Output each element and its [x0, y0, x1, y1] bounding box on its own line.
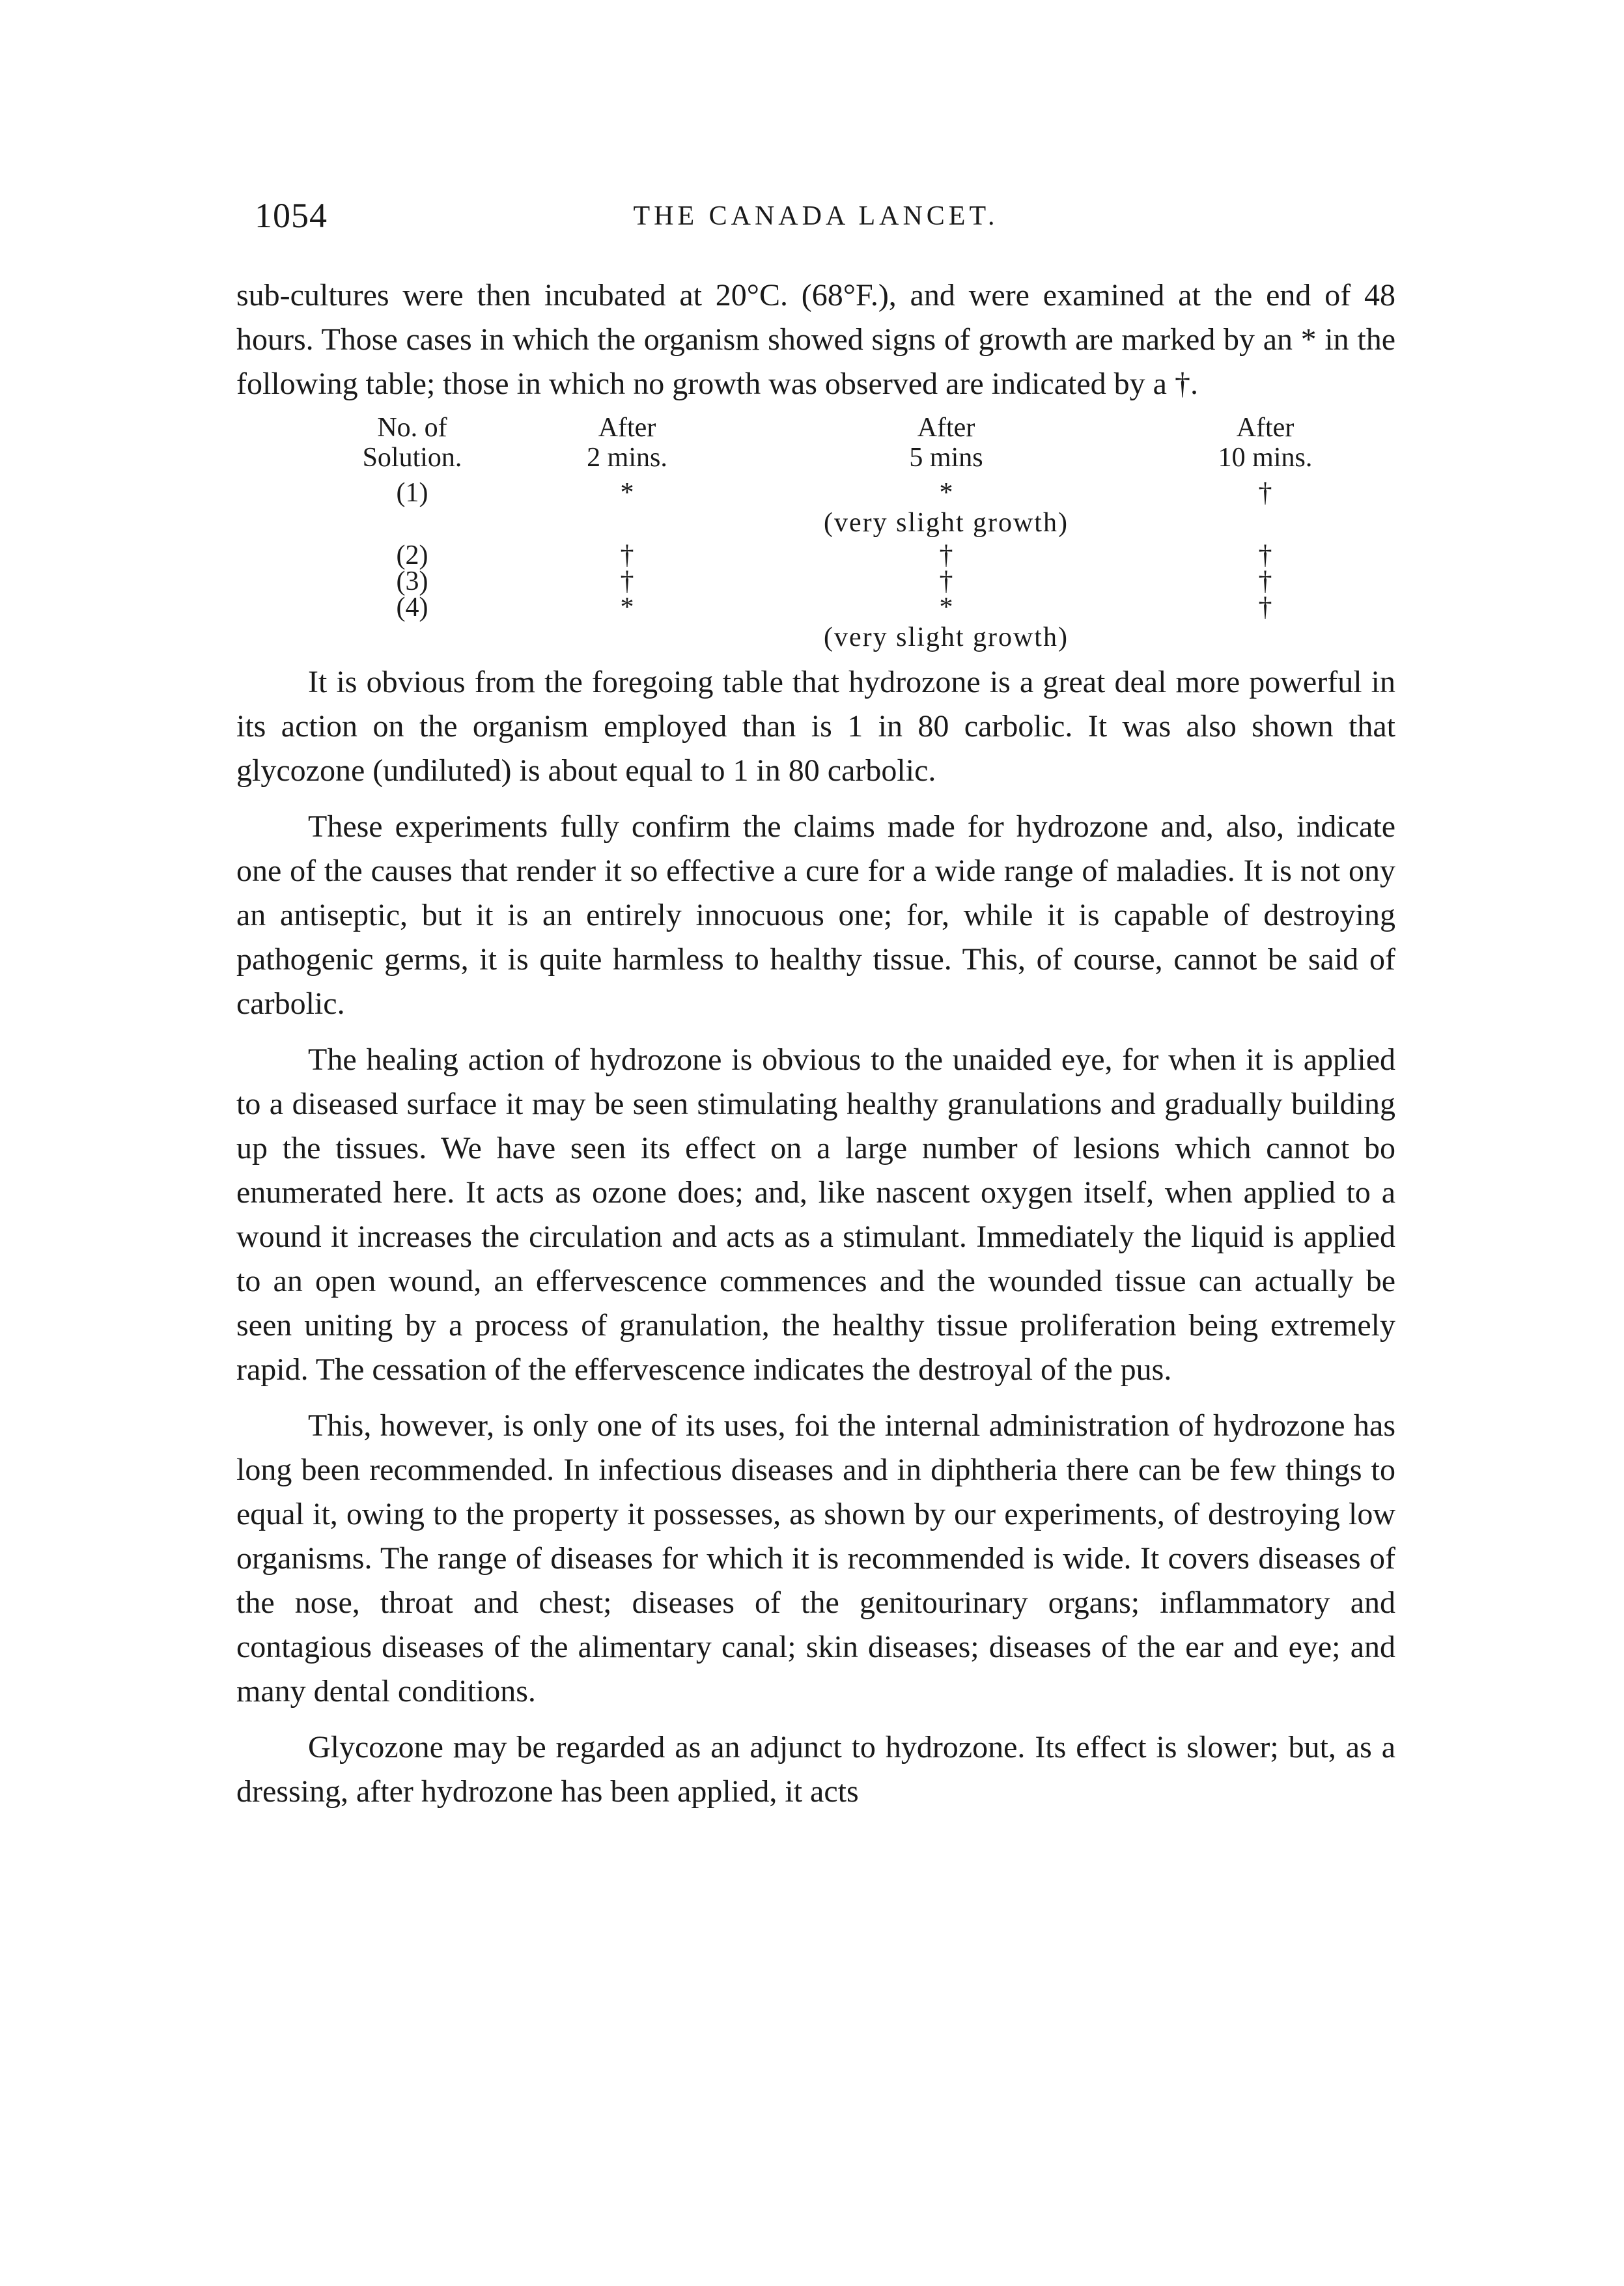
header-after10-line2: 10 mins. — [1218, 443, 1313, 473]
header-solution-line1: No. of — [377, 413, 447, 443]
row1-after5: * — [939, 478, 953, 508]
header-after2-line1: After — [598, 413, 656, 443]
paragraph-2: These experiments fully confirm the claims made for hydrozone and, also, indicate one of the causes that render it so effective a cure for a wide range of maladies. It is not ony an antiseptic, but it is an entirely innocuous one; for, while it is capable of destroying pathogenic germs, it is quite harmless to healthy tissue. This, of course, cannot be said of carbolic. — [236, 809, 1395, 1021]
row1-solution: (1) — [396, 478, 428, 508]
paragraph-1: It is obvious from the foregoing table that hydrozone is a great deal more powerful in its action on the organism employed than is 1 in 80 carbolic. It was also shown that glycozone (undiluted) is about equal to 1 in 80 carbolic. — [236, 665, 1395, 788]
header-solution-line2: Solution. — [362, 443, 462, 473]
header-after5-line2: 5 mins — [909, 443, 983, 473]
row4-after2: * — [620, 592, 634, 622]
row2-after2: † — [620, 540, 634, 570]
row4-solution: (4) — [396, 592, 428, 622]
row3-after5: † — [939, 566, 953, 596]
header-after2-line2: 2 mins. — [587, 443, 667, 473]
row1-note: (very slight growth) — [824, 508, 1069, 538]
paragraph-5: Glycozone may be regarded as an adjunct to hydrozone. Its effect is slower; but, as a dressing, after hydrozone has been applied, it acts — [236, 1730, 1395, 1809]
header-after2 — [542, 413, 712, 473]
row1-after2: * — [620, 478, 634, 508]
journal-title: THE CANADA LANCET. — [633, 201, 999, 231]
header-after5-line1: After — [917, 413, 975, 443]
running-head — [236, 195, 1395, 247]
row4-after10: † — [1258, 592, 1272, 622]
row4-after5: * — [939, 592, 953, 622]
results-table — [236, 413, 1395, 652]
row3-solution: (3) — [396, 566, 428, 596]
paragraph-intro: sub-cultures were then incubated at 20°C. (68°F.), and were examined at the end of 48 hours. Those cases in which the organism showed signs of growth are marked by an * in the following table; those in which no growth was observed are indicated by a †. — [236, 278, 1395, 401]
row3-after2: † — [620, 566, 634, 596]
row1-after10: † — [1258, 478, 1272, 508]
paragraph-4: This, however, is only one of its uses, foi the internal administration of hydrozone has long been recommended. In infectious diseases and in diphtheria there can be few things to equal it, owing to the property it possesses, as shown by our experiments, of destroying low organisms. The range of diseases for which it is recommended is wide. It covers diseases of the nose, throat and chest; diseases of the genitourinary organs; inflammatory and contagious diseases of the alimentary canal; skin diseases; diseases of the ear and eye; and many dental conditions. — [236, 1408, 1395, 1708]
row2-after10: † — [1258, 540, 1272, 570]
row3-after10: † — [1258, 566, 1272, 596]
header-after10 — [1148, 413, 1382, 473]
row2-solution: (2) — [396, 540, 428, 570]
header-after10-line1: After — [1236, 413, 1295, 443]
header-after5 — [783, 413, 1109, 473]
body-text — [236, 273, 1395, 1814]
header-solution — [328, 413, 497, 473]
row2-after5: † — [939, 540, 953, 570]
row4-note: (very slight growth) — [824, 622, 1069, 652]
paragraph-3: The healing action of hydrozone is obvious to the unaided eye, for when it is applied to a diseased surface it may be seen stimulating healthy granulations and gradually building up the tissues. We have seen its effect on a large number of lesions which cannot bo enumerated here. It acts as ozone does; and, like nascent oxygen itself, when applied to a wound it increases the circulation and acts as a stimulant. Immediately the liquid is applied to an open wound, an effervescence commences and the wounded tissue can actually be seen uniting by a process of granulation, the healthy tissue proliferation being extremely rapid. The cessation of the effervescence indicates the destroyal of the pus. — [236, 1042, 1395, 1387]
page-number: 1054 — [255, 196, 328, 235]
